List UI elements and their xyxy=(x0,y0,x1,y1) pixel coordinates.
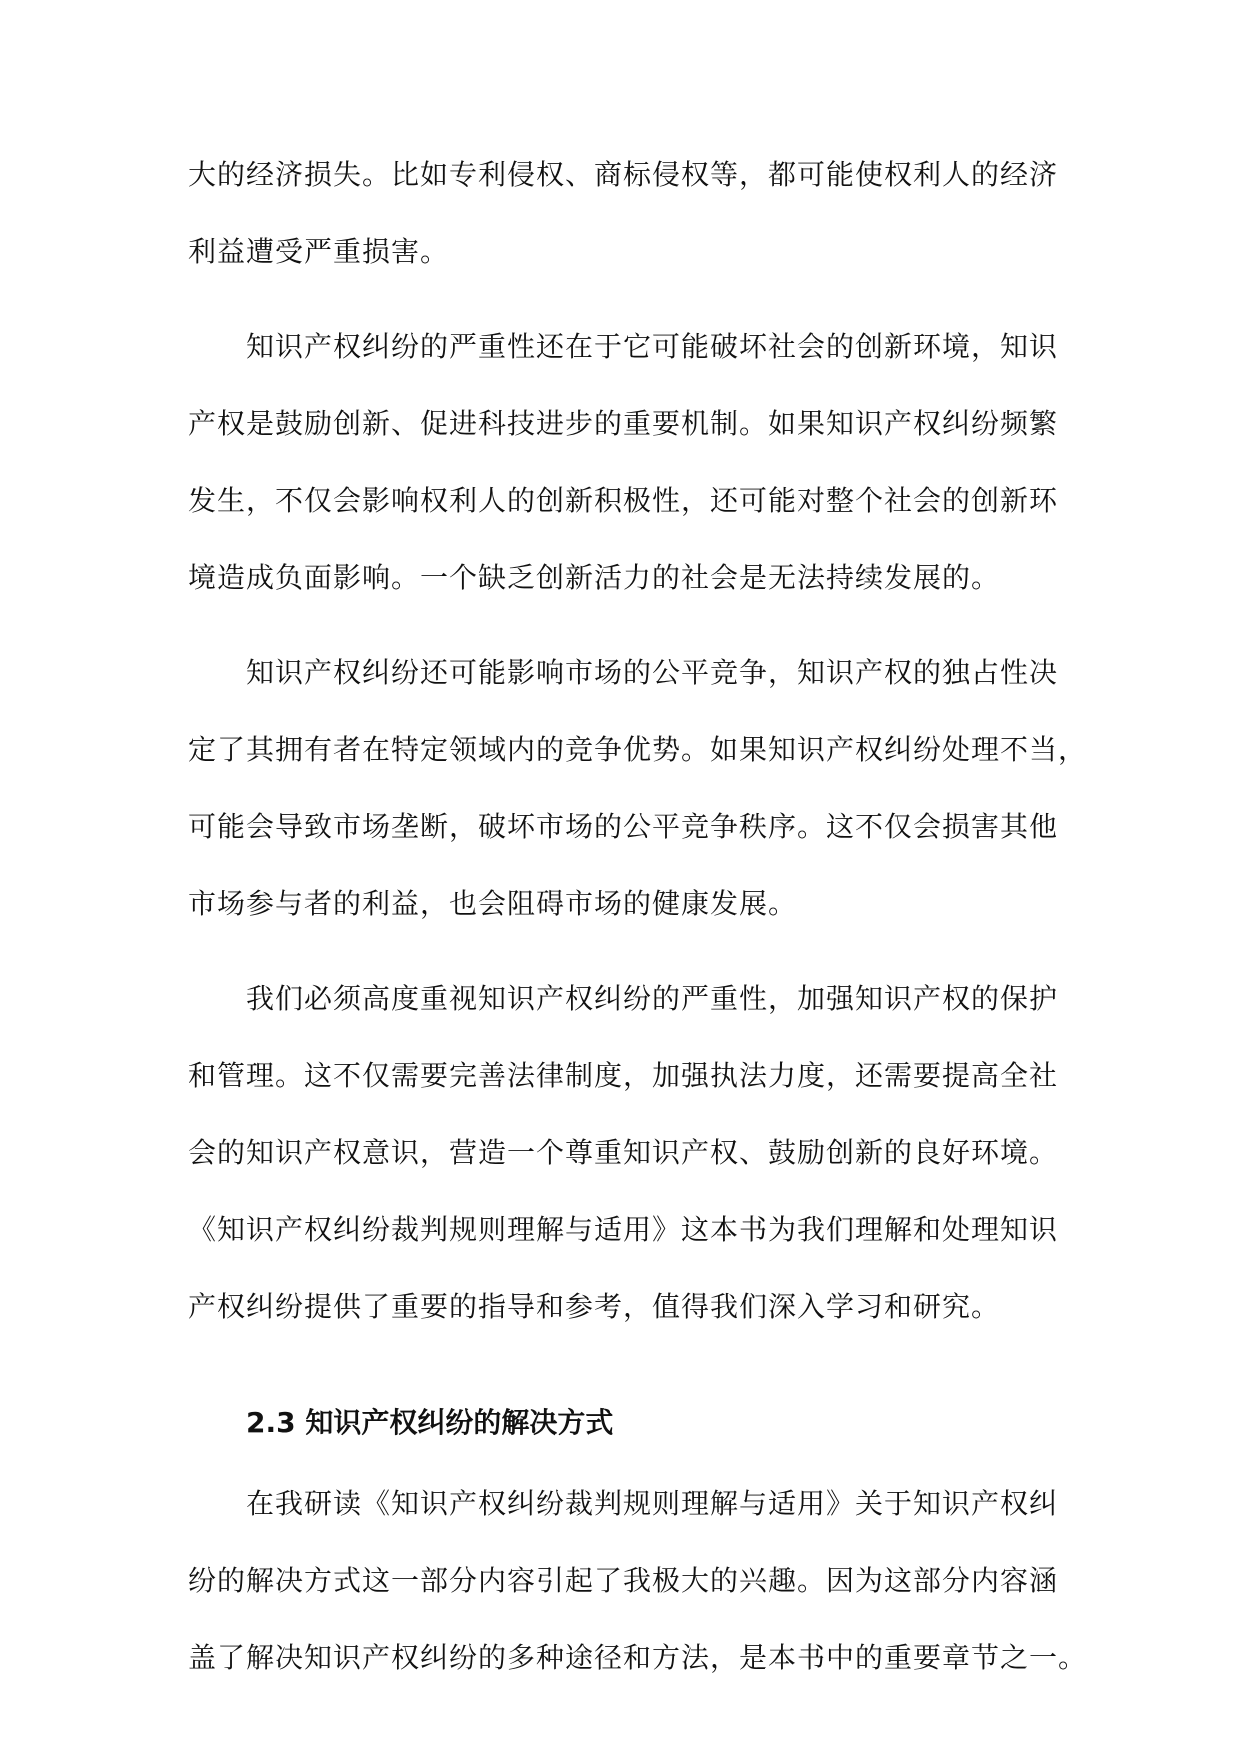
text-line: 定了其拥有者在特定领域内的竞争优势。如果知识产权纠纷处理不当， xyxy=(188,733,1088,766)
document-body xyxy=(188,136,1088,1696)
text-line: 利益遭受严重损害。 xyxy=(188,235,450,268)
text-line: 和管理。这不仅需要完善法律制度，加强执法力度，还需要提高全社 xyxy=(188,1059,1059,1092)
paragraph xyxy=(188,1465,1088,1696)
paragraph xyxy=(188,634,1088,942)
text-line: 产权是鼓励创新、促进科技进步的重要机制。如果知识产权纠纷频繁 xyxy=(188,407,1059,440)
text-line: 市场参与者的利益，也会阻碍市场的健康发展。 xyxy=(188,887,798,920)
text-line: 在我研读《知识产权纠纷裁判规则理解与适用》关于知识产权纠 xyxy=(246,1487,1059,1520)
text-line: 知识产权纠纷还可能影响市场的公平竞争，知识产权的独占性决 xyxy=(246,656,1059,689)
paragraph xyxy=(188,136,1059,290)
text-line: 我们必须高度重视知识产权纠纷的严重性，加强知识产权的保护 xyxy=(246,982,1059,1015)
text-line: 产权纠纷提供了重要的指导和参考，值得我们深入学习和研究。 xyxy=(188,1290,1001,1323)
text-line: 纷的解决方式这一部分内容引起了我极大的兴趣。因为这部分内容涵 xyxy=(188,1564,1059,1597)
text-line: 知识产权纠纷的严重性还在于它可能破坏社会的创新环境，知识 xyxy=(246,330,1059,363)
paragraph xyxy=(188,960,1059,1345)
section-heading: 2.3 知识产权纠纷的解决方式 xyxy=(246,1406,614,1439)
text-line: 境造成负面影响。一个缺乏创新活力的社会是无法持续发展的。 xyxy=(188,561,1001,594)
text-line: 《知识产权纠纷裁判规则理解与适用》这本书为我们理解和处理知识 xyxy=(188,1213,1059,1246)
text-line: 发生，不仅会影响权利人的创新积极性，还可能对整个社会的创新环 xyxy=(188,484,1059,517)
text-line: 会的知识产权意识，营造一个尊重知识产权、鼓励创新的良好环境。 xyxy=(188,1136,1059,1169)
text-line: 可能会导致市场垄断，破坏市场的公平竞争秩序。这不仅会损害其他 xyxy=(188,810,1059,843)
paragraph xyxy=(188,308,1059,616)
text-line: 盖了解决知识产权纠纷的多种途径和方法，是本书中的重要章节之一。 xyxy=(188,1641,1088,1674)
text-line: 大的经济损失。比如专利侵权、商标侵权等，都可能使权利人的经济 xyxy=(188,158,1059,191)
